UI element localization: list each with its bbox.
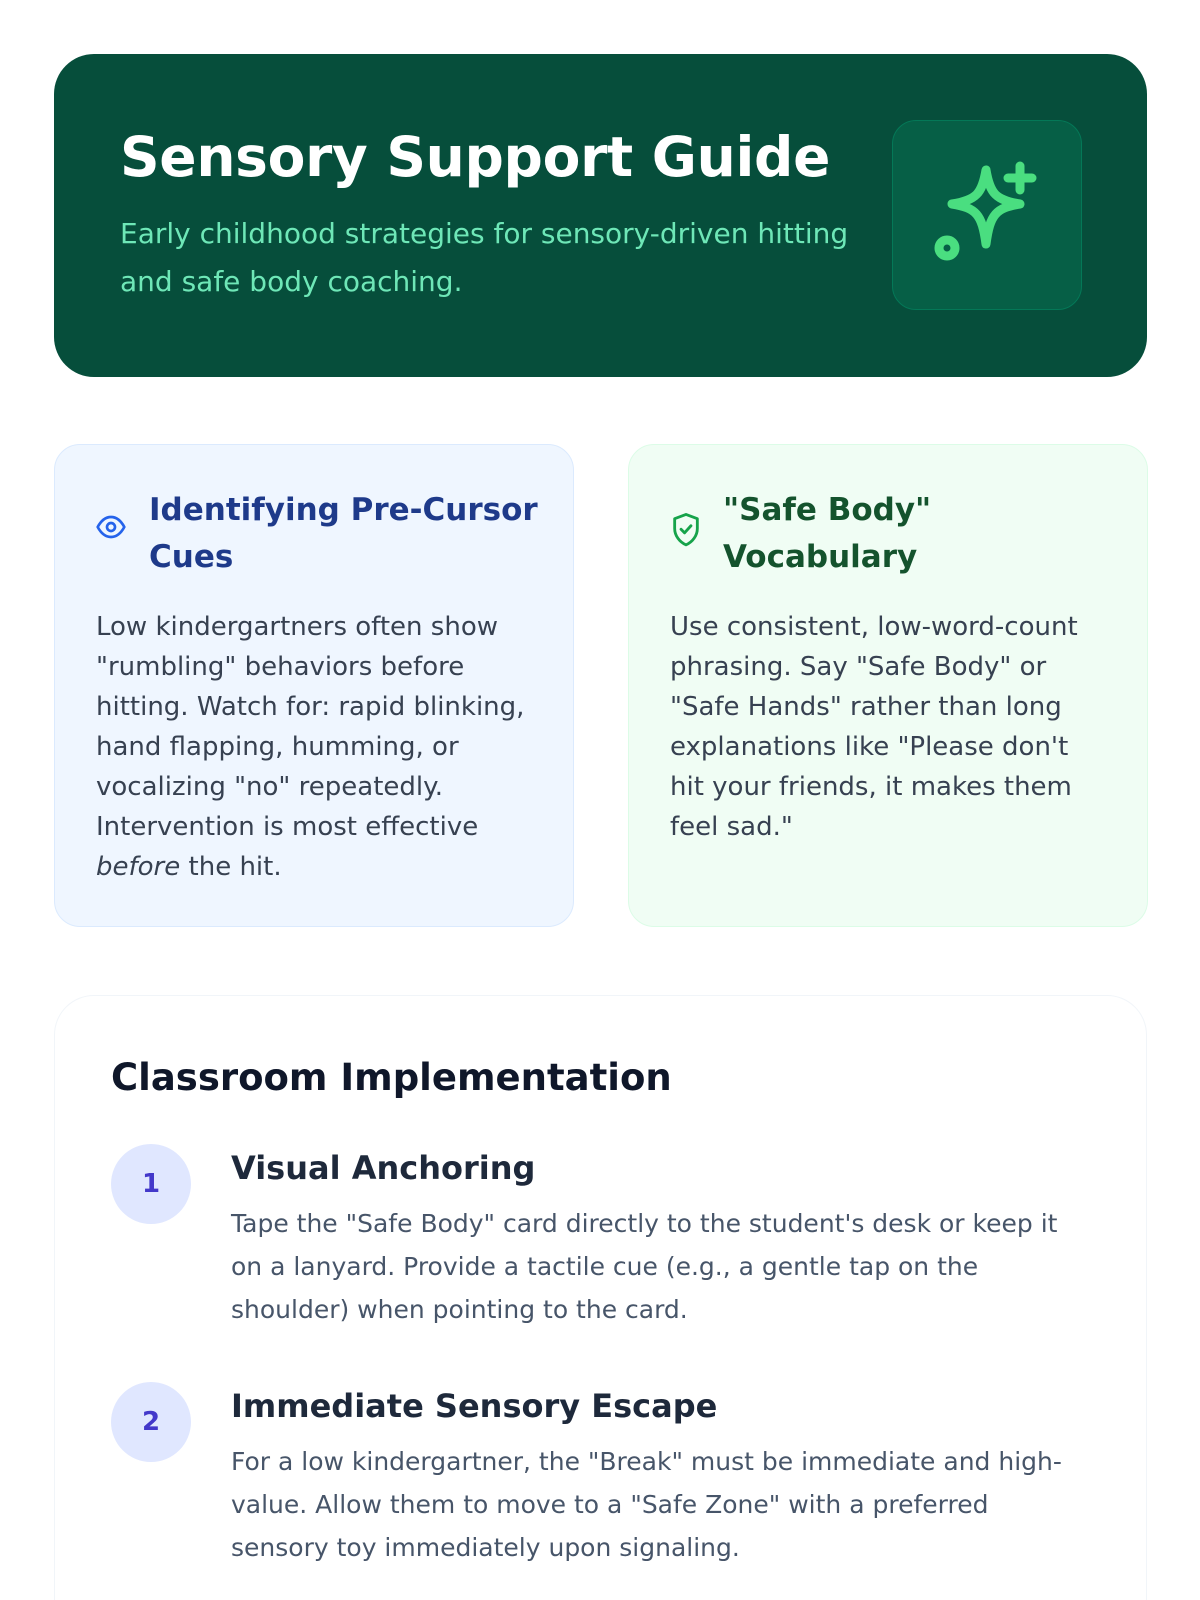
page-subtitle: Early childhood strategies for sensory-driven hitting and safe body coaching. — [120, 217, 849, 298]
card-body — [96, 607, 546, 887]
section-title: Classroom Implementation — [111, 1056, 672, 1099]
step-description: Tape the "Safe Body" card directly to the student's desk or keep it on a lanyard. Provide a tactile cue (e.g., a gentle tap on the shoulder) when pointing to the card. — [231, 1209, 1058, 1324]
classroom-implementation-section — [54, 995, 1147, 1600]
hero-badge — [892, 120, 1082, 310]
card-body-emphasis: before — [96, 852, 181, 882]
eye-icon — [95, 511, 127, 543]
step-number-badge: 2 — [111, 1382, 191, 1462]
step-number-badge: 1 — [111, 1144, 191, 1224]
card-body-tail: the hit. — [180, 852, 282, 882]
step-title: Immediate Sensory Escape — [231, 1387, 718, 1425]
card-title: "Safe Body" Vocabulary — [723, 492, 932, 575]
card-precursor-cues — [54, 444, 574, 927]
page-title: Sensory Support Guide — [120, 125, 831, 189]
hero-banner — [54, 54, 1147, 377]
shield-check-icon — [669, 511, 703, 549]
step-title: Visual Anchoring — [231, 1149, 536, 1187]
sparkles-icon — [928, 156, 1048, 276]
card-body-text: Low kindergartners often show "rumbling" behaviors before hitting. Watch for: rapid blinking, hand flapping, humming, or vocalizing "no" repeatedly. Intervention is most effective — [96, 612, 525, 842]
step-description: For a low kindergartner, the "Break" must be immediate and high-value. Allow them to move to a "Safe Zone" with a preferred sensory toy immediately upon signaling. — [231, 1447, 1062, 1562]
card-title: Identifying Pre-Cursor Cues — [149, 492, 538, 575]
card-body: Use consistent, low-word-count phrasing. Say "Safe Body" or "Safe Hands" rather than long explanations like "Please don't hit your friends, it makes them feel sad." — [670, 612, 1078, 842]
card-safe-body-vocabulary — [628, 444, 1148, 927]
